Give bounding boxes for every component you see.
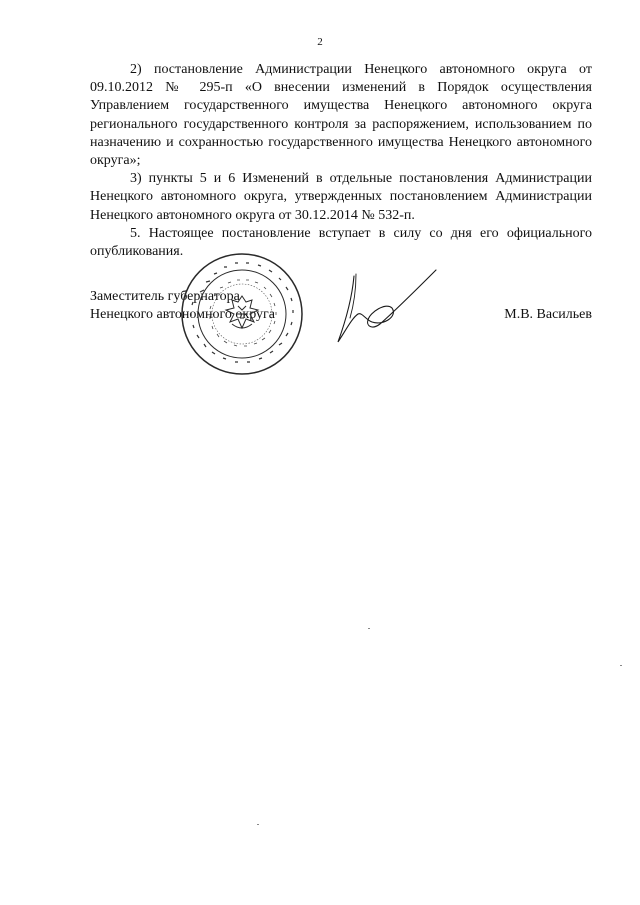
paragraph-item-5: 5. Настоящее постановление вступает в силу со дня его официального опубликования. [90, 225, 592, 260]
scan-speck [620, 665, 622, 666]
scan-speck [368, 628, 370, 629]
seal-inner-text-ticks [210, 280, 276, 346]
paragraph-item-2: 2) постановление Администрации Ненецкого автономного округа от 09.10.2012 № 295-п «О внесении изменений в Порядок осуществления Управлением государственного имущества Ненецкого автономного округа регионального государственного контроля за распоряжением, использованием по назначению и сохранностью государственного имущества Ненецкого автономного округа»; [90, 62, 592, 169]
scan-speck [257, 824, 259, 825]
paragraph-item-3: 3) пункты 5 и 6 Изменений в отдельные постановления Администрации Ненецкого автономного округа, утвержденных постановлением Администрации Ненецкого автономного округа от 30.12.2014 № 532-п. [90, 171, 592, 223]
signer-name: М.В. Васильев [504, 307, 592, 322]
page-number: 2 [317, 36, 323, 48]
document-body [90, 61, 592, 261]
seal-outer-text-ticks [191, 263, 293, 362]
handwritten-signature [332, 268, 440, 348]
official-seal [180, 252, 304, 376]
signer-title-line1: Заместитель губернатора [90, 289, 240, 304]
signer-title-line2: Ненецкого автономного округа [90, 307, 275, 323]
seal-emblem-icon [226, 296, 258, 328]
